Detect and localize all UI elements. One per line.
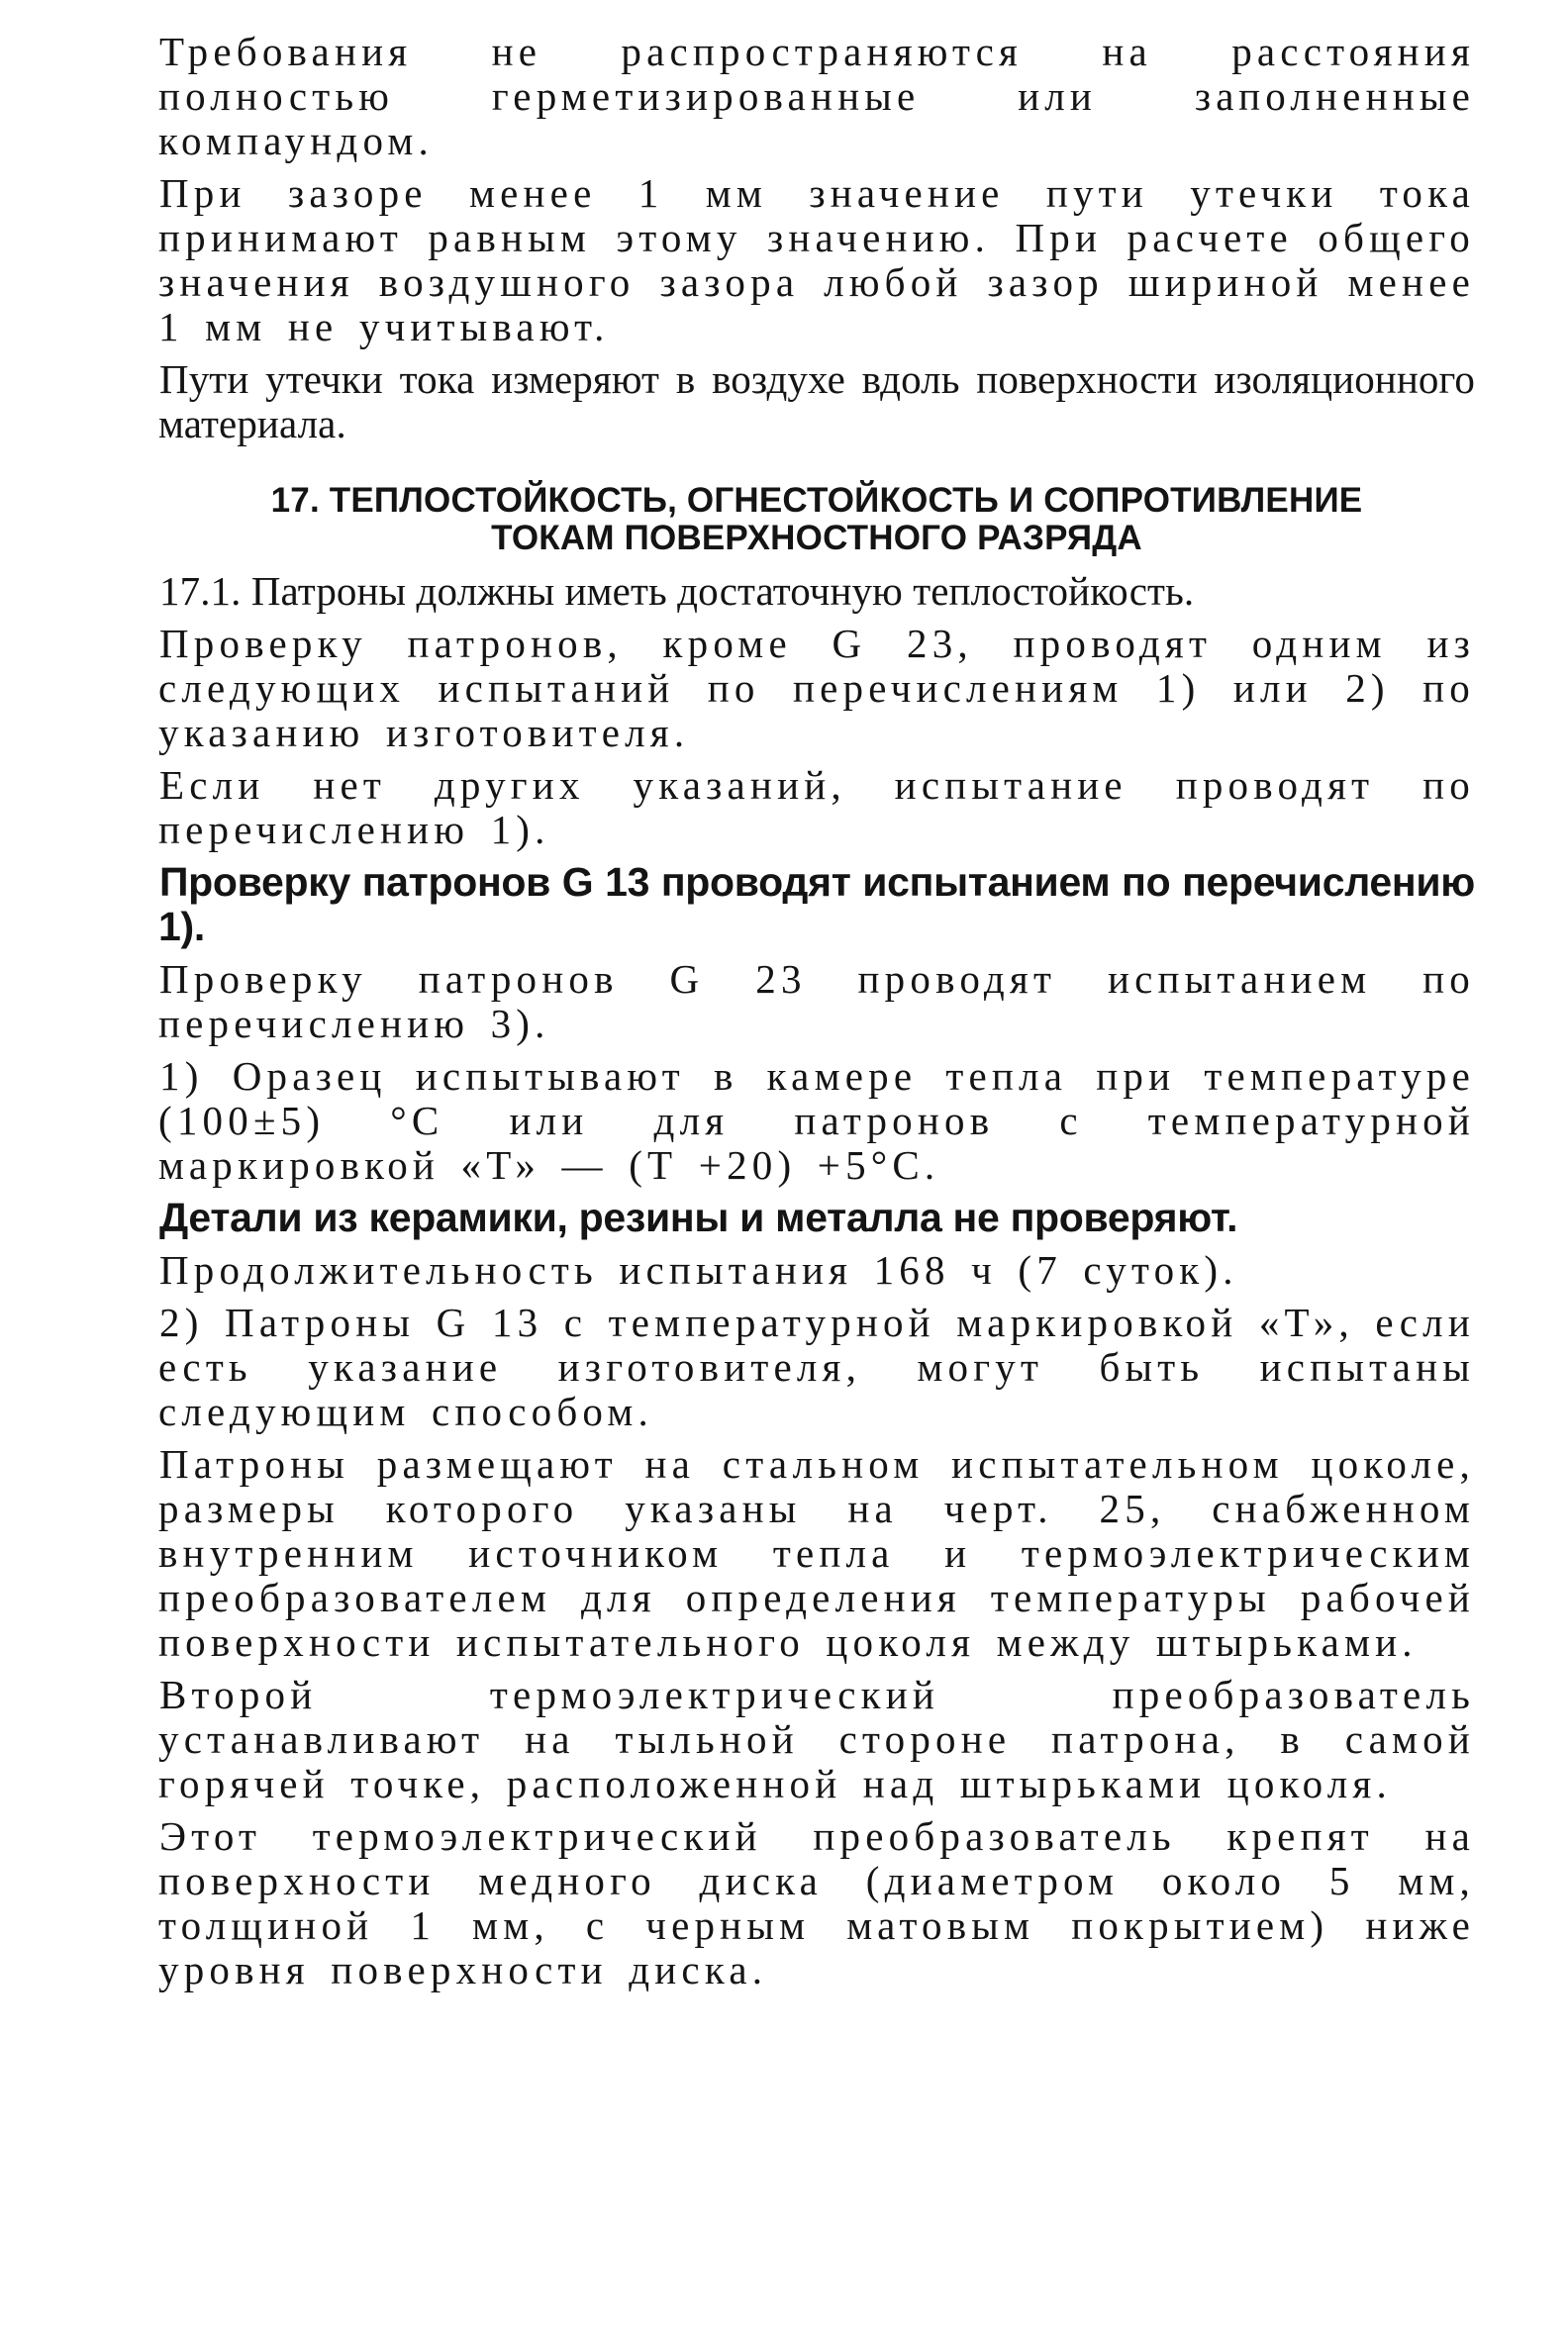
paragraph-g13-check: Проверку патронов G 13 проводят испытанием по перечислению 1). [158, 859, 1475, 949]
paragraph-default-test: Если нет других указаний, испытание проводят по перечислению 1). [158, 762, 1475, 852]
section-heading-line1: 17. ТЕПЛОСТОЙКОСТЬ, ОГНЕСТОЙКОСТЬ И СОПРОТИВЛЕНИЕ [270, 481, 1363, 520]
paragraph-check-method: Проверку патронов, кроме G 23, проводят одним из следующих испытаний по перечислениям 1) или 2) по указанию изготовителя. [158, 621, 1475, 755]
paragraph-second-thermocouple: Второй термоэлектрический преобразователь устанавливают на тыльной стороне патрона, в самой горячей точке, расположенной над штырьками цоколя. [158, 1672, 1475, 1806]
paragraph-gap-rule: При зазоре менее 1 мм значение пути утечки тока принимают равным этому значению. При расчете общего значения воздушного зазора любой зазор шириной менее 1 мм не учитывают. [158, 170, 1475, 349]
paragraph-requirements: Требования не распространяются на расстояния полностью герметизированные или заполненные компаундом. [158, 29, 1475, 163]
paragraph-excluded-parts: Детали из керамики, резины и металла не проверяют. [159, 1195, 1238, 1240]
paragraph-g23-check: Проверку патронов G 23 проводят испытанием по перечислению 3). [158, 956, 1475, 1046]
paragraph-test-base: Патроны размещают на стальном испытательном цоколе, размеры которого указаны на черт. 25, снабженном внутренним источником тепла и термоэлектрическим преобразователем для определения температуры рабочей поверхности испытательного цоколя между штырьками. [158, 1441, 1475, 1665]
document-page [158, 30, 1475, 2000]
section-heading-line2: ТОКАМ ПОВЕРХНОСТНОГО РАЗРЯДА [491, 519, 1142, 557]
paragraph-creepage-measure: Пути утечки тока измеряют в воздухе вдоль поверхности изоляционного материала. [158, 356, 1475, 446]
paragraph-duration: Продолжительность испытания 168 ч (7 суток). [159, 1247, 1238, 1293]
paragraph-copper-disk: Этот термоэлектрический преобразователь крепят на поверхности медного диска (диаметром около 5 мм, толщиной 1 мм, с черным матовым покрытием) ниже уровня поверхности диска. [158, 1813, 1475, 1992]
section-heading [158, 482, 1475, 557]
paragraph-item-1: 1) Оразец испытывают в камере тепла при температуре (100±5) °С или для патронов с температурной маркировкой «Т» — (Т +20) +5°С. [158, 1053, 1475, 1188]
paragraph-17-1: 17.1. Патроны должны иметь достаточную теплостойкость. [159, 568, 1195, 614]
paragraph-item-2: 2) Патроны G 13 с температурной маркировкой «Т», если есть указание изготовителя, могут быть испытаны следующим способом. [158, 1300, 1475, 1434]
